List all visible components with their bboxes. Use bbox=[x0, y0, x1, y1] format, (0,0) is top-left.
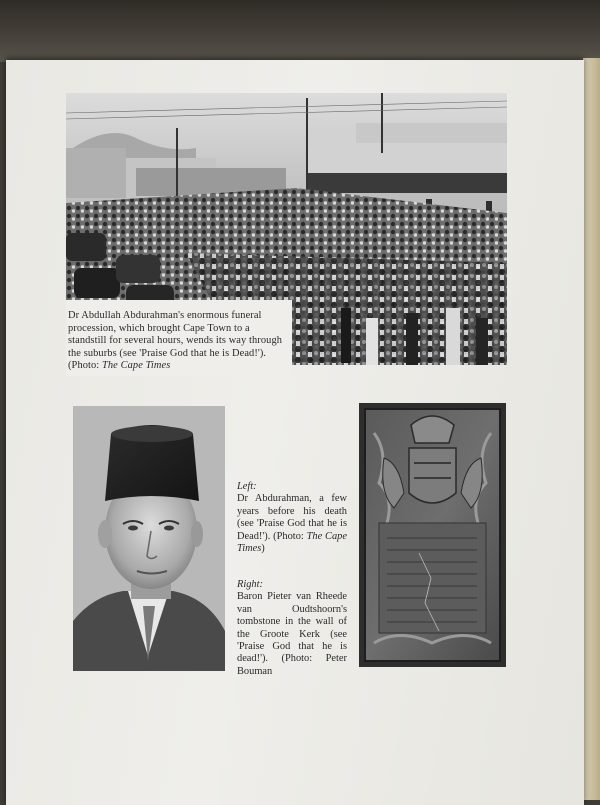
book-page-edge bbox=[583, 58, 600, 800]
portrait-photo-credit: The Cape Times bbox=[237, 530, 347, 555]
tombstone-caption-label: Right: bbox=[237, 579, 263, 590]
procession-photo-credit: The Cape Times bbox=[102, 360, 171, 372]
portrait-photo-suffix: ) bbox=[261, 543, 265, 555]
procession-caption bbox=[66, 300, 292, 376]
tombstone-caption bbox=[237, 579, 347, 678]
portrait-caption-label: Left: bbox=[237, 481, 257, 492]
procession-photo-prefix: (Photo: bbox=[68, 360, 102, 372]
portrait-photo-prefix: (Photo: bbox=[273, 530, 307, 542]
table-surface bbox=[0, 0, 600, 62]
tombstone-caption-text: Baron Pieter van Rheede van Oudtshoorn's tombstone in the wall of the Groote Kerk (see 'Praise God that he is dead!'). bbox=[237, 591, 347, 665]
tombstone-photo-credit: (Photo: Peter Bouman bbox=[237, 653, 347, 677]
abdurahman-portrait-photo bbox=[73, 406, 225, 671]
portrait-caption-text: Dr Abdurahman, a few years before his death (see 'Praise God that he is Dead!'). bbox=[237, 493, 347, 542]
portrait-caption bbox=[237, 481, 347, 555]
procession-caption-text: Dr Abdullah Abdurahman's enormous funeral procession, which brought Cape Town to a standstill for several hours, wends its way through the suburbs (see 'Praise God that he is Dead!'). bbox=[68, 310, 283, 359]
tombstone-photo bbox=[359, 403, 506, 667]
